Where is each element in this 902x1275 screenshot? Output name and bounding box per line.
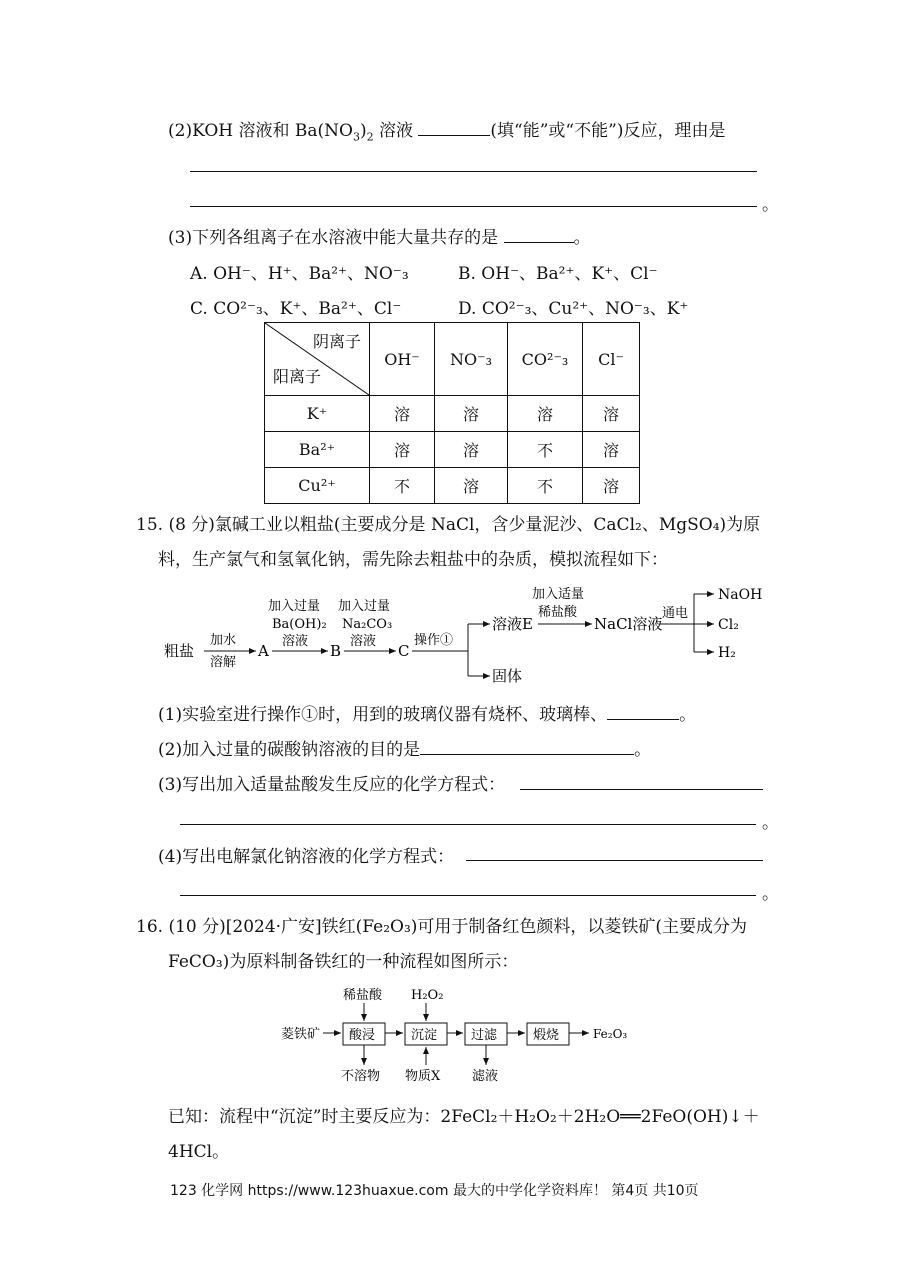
flow-text: 煅烧 <box>533 1028 560 1043</box>
q14-p2-text-b: ) <box>359 121 367 141</box>
q16-flowchart <box>275 983 645 1088</box>
table-cell: 溶 <box>435 468 508 504</box>
q15-s3-text: (3)写出加入适量盐酸发生反应的化学方程式： <box>158 775 506 795</box>
corner-anion-label: 阴离子 <box>312 332 361 351</box>
flow-text: 粗盐 <box>164 642 195 660</box>
q15-s1-text: (1)实验室进行操作①时，用到的玻璃仪器有烧杯、玻璃棒、 <box>158 705 608 725</box>
table-row <box>265 432 640 468</box>
q16-known-line1: 已知：流程中“沉淀”时主要反应为：2FeCl₂＋H₂O₂＋2H₂O══2FeO(OH)↓＋ <box>168 1107 760 1127</box>
flow-text: 操作① <box>414 633 454 648</box>
q14-p2-text-d: (填“能”或“不能”)反应，理由是 <box>490 121 726 141</box>
flow-text: 溶液 <box>350 634 377 649</box>
q15-sub1-line <box>158 700 696 725</box>
q15-s1-blank[interactable] <box>607 701 679 720</box>
flow-text: Ba(OH)₂ <box>272 617 327 632</box>
flow-text: 溶解 <box>210 655 237 670</box>
option-a[interactable]: A. OH⁻、H⁺、Ba²⁺、NO⁻₃ <box>190 264 409 284</box>
q15-sub2-line <box>158 735 651 760</box>
table-cell: Cu²⁺ <box>265 468 370 504</box>
table-cell: 溶 <box>435 396 508 432</box>
period-mark: 。 <box>573 228 591 248</box>
flow-text: 酸浸 <box>349 1028 376 1043</box>
flow-text: 稀盐酸 <box>343 988 383 1003</box>
q14-part3-line <box>168 223 591 248</box>
table-cell: 溶 <box>583 432 640 468</box>
q14-part2-line <box>168 116 725 143</box>
answer-line[interactable] <box>466 860 763 861</box>
answer-line[interactable] <box>180 824 756 825</box>
page-footer: 123 化学网 https://www.123huaxue.com 最大的中学化学资料库！ 第4页 共10页 <box>170 1183 699 1199</box>
flow-text: 通电 <box>662 606 689 621</box>
flow-text: 溶液 <box>282 634 309 649</box>
flow-text: H₂O₂ <box>411 988 444 1003</box>
flow-text: 滤液 <box>472 1069 499 1084</box>
table-cell: 溶 <box>508 396 583 432</box>
flow-text: C <box>398 642 410 660</box>
q15-stem-line2: 料，生产氯气和氢氧化钠，需先除去粗盐中的杂质，模拟流程如下： <box>158 550 668 570</box>
table-row <box>265 468 640 504</box>
flow-text: 沉淀 <box>411 1028 438 1043</box>
q14-p3-text: (3)下列各组离子在水溶液中能大量共存的是 <box>168 228 499 248</box>
table-cell: 溶 <box>435 432 508 468</box>
flow-text: 物质X <box>405 1069 441 1084</box>
period-mark: 。 <box>634 740 652 760</box>
table-cell: 不 <box>370 468 435 504</box>
q14-p3-blank[interactable] <box>504 224 574 243</box>
q15-flowchart <box>160 580 780 690</box>
table-cell: 溶 <box>583 396 640 432</box>
q14-p2-blank[interactable] <box>418 117 490 136</box>
answer-line[interactable] <box>180 895 756 896</box>
table-header: OH⁻ <box>370 323 435 396</box>
answer-line[interactable] <box>520 789 763 790</box>
q15-stem-line1: 15. (8 分)氯碱工业以粗盐(主要成分是 NaCl，含少量泥沙、CaCl₂、MgSO₄)为原 <box>136 515 761 535</box>
q15-s2-text: (2)加入过量的碳酸钠溶液的目的是 <box>158 740 421 760</box>
option-d[interactable]: D. CO²⁻₃、Cu²⁺、NO⁻₃、K⁺ <box>458 299 689 319</box>
flow-text: 固体 <box>492 667 523 685</box>
flow-text: 加水 <box>210 633 237 648</box>
solubility-table <box>264 322 640 504</box>
q16-known-line2: 4HCl。 <box>168 1142 230 1162</box>
table-cell: 溶 <box>370 396 435 432</box>
q14-p2-sub1: 3 <box>352 130 360 144</box>
option-c[interactable]: C. CO²⁻₃、K⁺、Ba²⁺、Cl⁻ <box>190 299 402 319</box>
table-cell: 不 <box>508 432 583 468</box>
flow-text: 加入过量 <box>268 599 321 614</box>
flow-text: 加入适量 <box>532 587 585 602</box>
table-row <box>265 396 640 432</box>
flow-text: NaOH <box>718 587 763 603</box>
table-cell: 溶 <box>583 468 640 504</box>
flow-text: 溶液E <box>492 615 533 633</box>
flow-text: A <box>258 642 269 660</box>
period-mark: 。 <box>679 705 697 725</box>
answer-line[interactable] <box>190 171 757 172</box>
q16-stem-line2: FeCO₃)为原料制备铁红的一种流程如图所示： <box>168 952 519 972</box>
option-b[interactable]: B. OH⁻、Ba²⁺、K⁺、Cl⁻ <box>458 264 658 284</box>
table-cell: 溶 <box>370 432 435 468</box>
flow-text: 加入过量 <box>338 599 391 614</box>
q15-s4-text: (4)写出电解氯化钠溶液的化学方程式： <box>158 847 455 867</box>
table-cell: K⁺ <box>265 396 370 432</box>
flow-text: Fe₂O₃ <box>593 1027 628 1041</box>
table-header: NO⁻₃ <box>435 323 508 396</box>
flow-text: 菱铁矿 <box>281 1027 321 1042</box>
period-mark: 。 <box>762 884 779 904</box>
table-header: CO²⁻₃ <box>508 323 583 396</box>
flow-text: 过滤 <box>471 1028 498 1043</box>
table-cell: Ba²⁺ <box>265 432 370 468</box>
q14-p2-text-c: 溶液 <box>373 121 414 141</box>
period-mark: 。 <box>762 195 779 215</box>
corner-cation-label: 阳离子 <box>273 367 322 386</box>
flow-text: Na₂CO₃ <box>342 617 393 632</box>
table-header: Cl⁻ <box>583 323 640 396</box>
table-corner-cell <box>265 323 370 396</box>
q14-p2-sub2: 2 <box>366 130 374 144</box>
flow-text: B <box>330 642 342 660</box>
q14-p2-text-a: (2)KOH 溶液和 Ba(NO <box>168 121 353 141</box>
flow-text: NaCl溶液 <box>594 615 663 633</box>
q15-s2-blank[interactable] <box>420 736 634 755</box>
flow-text: 稀盐酸 <box>538 605 578 620</box>
period-mark: 。 <box>762 813 779 833</box>
flow-text: H₂ <box>718 645 736 661</box>
table-cell: 不 <box>508 468 583 504</box>
flow-text: 不溶物 <box>341 1069 381 1084</box>
q16-stem-line1: 16. (10 分)[2024·广安]铁红(Fe₂O₃)可用于制备红色颜料，以菱铁矿(主要成分为 <box>136 917 748 937</box>
answer-line[interactable] <box>190 206 757 207</box>
flow-text: Cl₂ <box>718 617 739 633</box>
